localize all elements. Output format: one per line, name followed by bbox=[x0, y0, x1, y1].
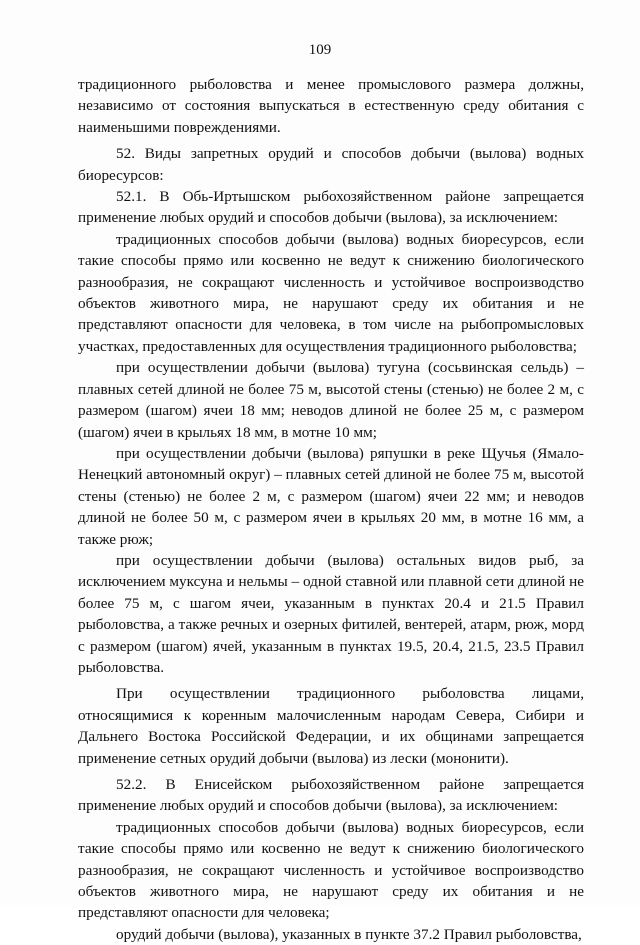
document-body bbox=[78, 74, 584, 945]
page-number: 109 bbox=[308, 42, 332, 58]
paragraph-indigenous-peoples: При осуществлении традиционного рыболовства лицами, относящимися к коренным малочисленным народам Севера, Сибири и Дальнего Востока Российской Федерации, и их общинами запрещается применение сетных орудий добычи (вылова) из лески (мононити). bbox=[78, 685, 584, 767]
paragraph-section-52-2: 52.2. В Енисейском рыбохозяйственном районе запрещается применение любых орудий и способов добычи (вылова), за исключением: bbox=[78, 776, 584, 815]
paragraph-tugun: при осуществлении добычи (вылова) тугуна (сосьвинская сельдь) – плавных сетей длиной не более 75 м, высотой стены (стенью) не более 2 м, с размером (шагом) ячеи 18 мм; неводов длиной не более 25 м, с размером (шагом) ячеи в крыльях 18 мм, в мотне 10 мм; bbox=[78, 359, 584, 441]
paragraph-ryapushka: при осуществлении добычи (вылова) ряпушки в реке Щучья (Ямало-Ненецкий автономный округ) – плавных сетей длиной не более 75 м, высотой стены (стенью) не более 2 м, с размером (шагом) ячеи 22 мм; и неводов длиной не более 50 м, с размером ячеи в крыльях 20 мм, в мотне 16 мм, а также рюж; bbox=[78, 444, 584, 548]
paragraph-traditional-methods: традиционных способов добычи (вылова) водных биоресурсов, если такие способы прямо или косвенно не ведут к снижению биологического разнообразия, не сокращают численность и устойчивое воспроизводство объектов животного мира, не нарушают среду их обитания и не представляют опасности для человека, в том числе на рыбопромысловых участках, предоставленных для осуществления традиционного рыболовства; bbox=[78, 230, 584, 355]
paragraph-section-52-1: 52.1. В Обь-Иртышском рыбохозяйственном районе запрещается применение любых орудий и способов добычи (вылова), за исключением: bbox=[78, 188, 584, 227]
paragraph-other-fish: при осуществлении добычи (вылова) остальных видов рыб, за исключением муксуна и нельмы – одной ставной или плавной сети длиной не более 75 м, с шагом ячеи, указанным в пунктах 20.4 и 21.5 Правил рыболовства, а также речных и озерных фитилей, вентерей, атарм, рюж, морд с размером (шагом) ячей, указанным в пунктах 19.5, 20.4, 21.5, 23.5 Правил рыболовства. bbox=[78, 551, 584, 676]
paragraph-fishing-gear: орудий добычи (вылова), указанных в пункте 37.2 Правил рыболовства, bbox=[116, 925, 582, 943]
paragraph-section-52: 52. Виды запретных орудий и способов добычи (вылова) водных биоресурсов: bbox=[78, 145, 584, 184]
paragraph-traditional-methods-yenisei: традиционных способов добычи (вылова) водных биоресурсов, если такие способы прямо или косвенно не ведут к снижению биологического разнообразия, не сокращают численность и устойчивое воспроизводство объектов животного мира, не нарушают среду их обитания и не представляют опасности для человека; bbox=[78, 818, 584, 922]
paragraph-continuation: традиционного рыболовства и менее промыслового размера должны, независимо от состояния выпускаться в естественную среду обитания с наименьшими повреждениями. bbox=[78, 76, 584, 136]
